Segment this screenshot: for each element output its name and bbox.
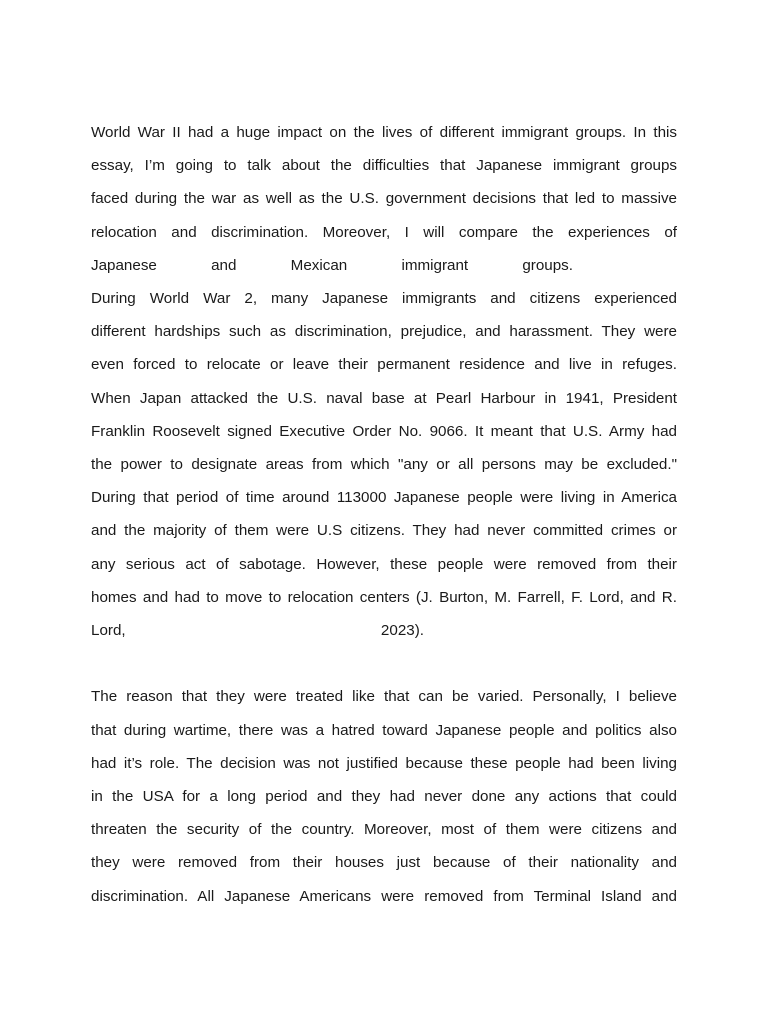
paragraph-3-line-3: had it’s role. The decision was not justified because these people had been living [91, 754, 677, 772]
paragraph-2-line-4: When Japan attacked the U.S. naval base at Pearl Harbour in 1941, President [91, 389, 677, 407]
paragraph-1-line-4: relocation and discrimination. Moreover, I will compare the experiences of [91, 223, 677, 241]
paragraph-3-line-7: discrimination. All Japanese Americans were removed from Terminal Island and [91, 887, 677, 905]
paragraph-2-line-3: even forced to relocate or leave their permanent residence and live in refuges. [91, 356, 677, 374]
paragraph-2-line-2: different hardships such as discrimination, prejudice, and harassment. They were [91, 323, 677, 341]
paragraph-2-line-5: Franklin Roosevelt signed Executive Order No. 9066. It meant that U.S. Army had [91, 422, 677, 440]
paragraph-3-line-1: The reason that they were treated like that can be varied. Personally, I believe [91, 688, 677, 706]
paragraph-2-line-8: and the majority of them were U.S citizens. They had never committed crimes or [91, 522, 677, 540]
paragraph-2-line-6: the power to designate areas from which "any or all persons may be excluded." [91, 456, 677, 473]
paragraph-3-line-5: threaten the security of the country. Moreover, most of them were citizens and [91, 821, 677, 839]
paragraph-2-line-10: homes and had to move to relocation centers (J. Burton, M. Farrell, F. Lord, and R. [91, 588, 677, 606]
paragraph-3-line-2: that during wartime, there was a hatred toward Japanese people and politics also [91, 721, 677, 739]
paragraph-2-line-7: During that period of time around 113000 Japanese people were living in America [91, 489, 677, 507]
paragraph-1-line-5: Japanese and Mexican immigrant groups. [91, 256, 573, 274]
paragraph-3-line-4: in the USA for a long period and they had never done any actions that could [91, 788, 677, 805]
paragraph-1-line-2: essay, I’m going to talk about the difficulties that Japanese immigrant groups [91, 157, 677, 175]
paragraph-3-line-6: they were removed from their houses just because of their nationality and [91, 854, 677, 872]
paragraph-1-line-1: World War II had a huge impact on the lives of different immigrant groups. In this [91, 124, 677, 141]
paragraph-2-line-1: During World War 2, many Japanese immigrants and citizens experienced [91, 290, 677, 307]
paragraph-2-line-9: any serious act of sabotage. However, these people were removed from their [91, 555, 677, 573]
paragraph-2-line-11: Lord, 2023). [91, 622, 424, 639]
paragraph-1-line-3: faced during the war as well as the U.S. government decisions that led to massive [91, 190, 677, 208]
